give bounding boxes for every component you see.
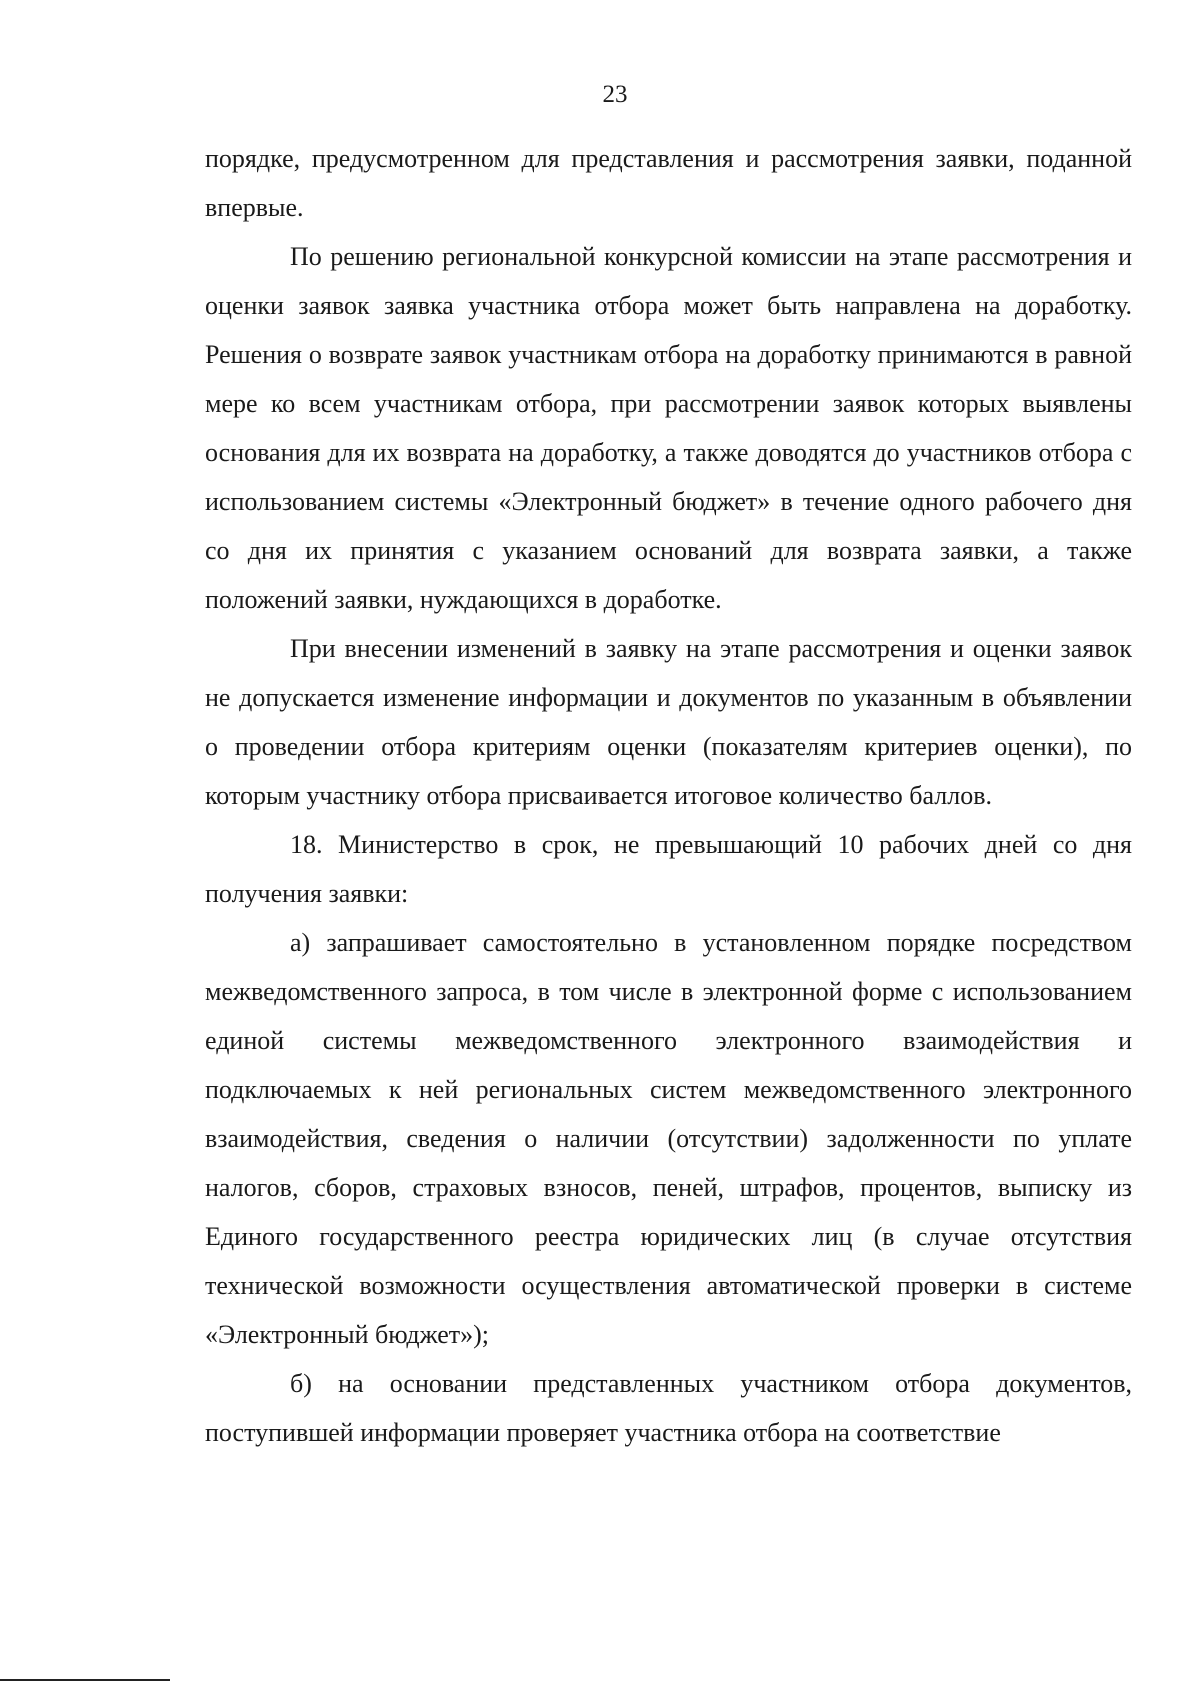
page-number: 23: [602, 81, 628, 108]
paragraph-item-18: 18. Министерство в срок, не превышающий 10 рабочих дней со дня получения заявки:: [205, 830, 1132, 908]
paragraph-changes-restriction: При внесении изменений в заявку на этапе рассмотрения и оценки заявок не допускается изменение информации и документов по указанным в объявлении о проведении отбора критериям оценки (показателям критериев оценки), по которым участнику отбора присваивается итоговое количество баллов.: [205, 634, 1132, 810]
paragraph-revision-decision: По решению региональной конкурсной комиссии на этапе рассмотрения и оценки заявок заявка участника отбора может быть направлена на доработку. Решения о возврате заявок участникам отбора на доработку принимаются в равной мере ко всем участникам отбора, при рассмотрении заявок которых выявлены основания для их возврата на доработку, а также доводятся до участников отбора с использованием системы «Электронный бюджет» в течение одного рабочего дня со дня их принятия с указанием оснований для возврата заявки, а также положений заявки, нуждающихся в доработке.: [205, 242, 1132, 614]
paragraph-continuation: порядке, предусмотренном для представления и рассмотрения заявки, поданной впервые.: [205, 144, 1132, 222]
footer-rule: [0, 1679, 170, 1681]
document-body: [205, 134, 1132, 1457]
paragraph-subitem-b: б) на основании представленных участником отбора документов, поступившей информации проверяет участника отбора на соответствие: [205, 1369, 1132, 1447]
paragraph-subitem-a: а) запрашивает самостоятельно в установленном порядке посредством межведомственного запроса, в том числе в электронной форме с использованием единой системы межведомственного электронного взаимодействия и подключаемых к ней региональных систем межведомственного электронного взаимодействия, сведения о наличии (отсутствии) задолженности по уплате налогов, сборов, страховых взносов, пеней, штрафов, процентов, выписку из Единого государственного реестра юридических лиц (в случае отсутствия технической возможности осуществления автоматической проверки в системе «Электронный бюджет»);: [205, 928, 1132, 1349]
